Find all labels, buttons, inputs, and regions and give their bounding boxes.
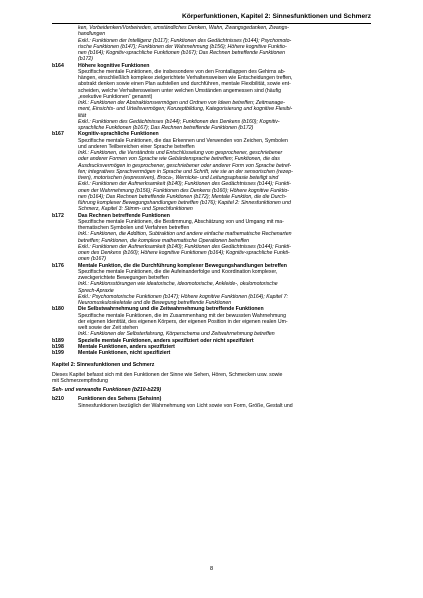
entry-note-line: Exkl.: Funktionen der Intelligenz (b117); Funktionen des Gedächtnisses (b144); Psychomoto-	[78, 37, 292, 44]
entry-note-line: sprachliche Funktionen (b167); Das Rechnen betreffende Funktionen (b172)	[78, 125, 254, 131]
classification-entry	[52, 63, 372, 132]
entry-note-line: onen der Wahrnehmung (b156); Funktionen des Denkens (b160); Höhere kognitive Funktio-	[78, 187, 289, 194]
entry-list	[52, 25, 372, 356]
entry-code: b189	[52, 337, 64, 344]
entry-description-line: hängen, einschließlich komplexe zielgerichtete Verhaltensweisen wie Entscheidungen treffen,	[78, 75, 293, 81]
entry-note-line: rische Funktionen (b147); Funktionen der Wahrnehmung (b156); Höhere kognitive Funktio-	[78, 43, 287, 50]
entry-code: b172	[52, 212, 64, 219]
entry-note-line: Exkl.: Funktionen der Aufmerksamkeit (b140); Funktionen des Gedächtnisses (b144); Funkti-	[78, 243, 291, 250]
entry-code: b176	[52, 262, 64, 269]
entry-title: Höhere kognitive Funktionen	[78, 62, 150, 69]
header-rule	[52, 23, 371, 24]
entry-note-line: ken, Vorbeidenken/Vorbeireden, umständliches Denken, Wahn, Zwangsgedanken, Zwangs-	[78, 25, 289, 31]
entry-note-line: Exkl.: Funktionen des Gedächtnisses (b144); Funktionen des Denkens (b160); Kognitiv-	[78, 118, 280, 125]
entry-description-line: Sinnesfunktionen bezüglich der Wahrnehmung von Licht sowie von Form, Größe, Gestalt und	[78, 402, 293, 409]
entry-note-line: Ausdrucksvermögen in gesprochener, geschriebener oder anderer Form von Sprache betref-	[78, 162, 292, 169]
running-header: Körperfunktionen, Kapitel 2: Sinnesfunktionen und Schmerz	[181, 13, 371, 20]
classification-entry	[52, 306, 372, 337]
entry-note-line: Sprech-Apraxie	[78, 287, 114, 294]
final-entry	[52, 396, 372, 409]
entry-title: Mentale Funktionen, nicht spezifiziert	[78, 350, 171, 356]
entry-description-line: scheiden, welche Verhaltensweisen unter welchen Umständen angemessen sind (häufig	[78, 87, 282, 94]
entry-description-line: und anderen Teilbereichen einer Sprache betreffen	[78, 143, 195, 150]
chapter-intro	[52, 372, 372, 385]
entry-description-line: Spezifische mentale Funktionen, die das Erkennen und Verwenden von Zeichen, Symbolen	[78, 137, 288, 144]
chapter-heading: Kapitel 2: Sinnesfunktionen und Schmerz	[52, 362, 155, 369]
entry-description-line: Spezifische mentale Funktionen, die insbesondere von den Frontallappen des Gehirns ab-	[78, 68, 286, 75]
entry-title: Kognitiv-sprachliche Funktionen	[78, 131, 159, 138]
entry-description-line: thematischen Symbolen und Verfahren betreffen	[78, 225, 190, 231]
entry-note-line: handlungen	[78, 31, 106, 38]
entry-note-line: Inkl.: Funktionsstörungen wie ideatorische, ideomotorische, Ankleide-, okulomotorische	[78, 281, 278, 288]
entry-description-line: zweckgerichtete Bewegungen betreffen	[78, 275, 169, 281]
entry-description-line: Spezifische mentale Funktionen, die die Aufeinanderfolge und Koordination komplexer,	[78, 268, 278, 275]
page-number: 8	[209, 566, 214, 572]
entry-note-line: lität	[78, 112, 87, 119]
entry-title: Spezielle mentale Funktionen, anders spezifiziert oder nicht spezifiziert	[78, 337, 254, 344]
classification-entry	[52, 350, 372, 356]
entry-description-line: „exekutive Funktionen“ genannt)	[78, 93, 153, 100]
entry-note-line: tiven), motorischen (expressiven), Broca-, Wernicke- und Leitungsaphasie beteiligt sind	[78, 175, 279, 181]
entry-title: Mentale Funktion, die die Durchführung komplexer Bewegungshandlungen betreffen	[78, 262, 287, 269]
entry-note-line: Inkl.: Funktionen der Selbsterfahrung, Körperschema und Zeitwahrnehmung betreffen	[78, 331, 275, 338]
page-content	[52, 25, 372, 409]
entry-note-line: Inkl.: Funktionen, die Verständnis und Entschlüsselung von gesprochener, geschriebener	[78, 150, 283, 156]
entry-note-line: Schmerz, Kapitel 3: Stimm- und Sprechfunktionen	[78, 206, 193, 213]
section-heading: Seh- und verwandte Funktionen (b210-b229)	[52, 387, 161, 393]
entry-note-line: nen (b164); Kognitiv-sprachliche Funktionen (b167); Das Rechnen betreffende Funktionen	[78, 50, 286, 56]
entry-title: Die Selbstwahrnehmung und die Zeitwahrnehmung betreffende Funktionen	[78, 306, 264, 313]
entry-description-line: abstrakt denken sowie einen Plan aufstellen und durchführen, mentale Flexibilität, sowie ent-	[78, 81, 291, 88]
entry-description-line: der eigenen Identität, des eigenen Körpers, der eigenen Position in der eigenen realen Um-	[78, 318, 288, 325]
entry-title: Das Rechnen betreffende Funktionen	[78, 212, 170, 219]
classification-entry	[52, 396, 372, 409]
classification-entry	[52, 213, 372, 263]
entry-code: b210	[52, 396, 64, 403]
chapter-intro-line: mit Schmerzempfindung	[52, 377, 108, 384]
entry-note-line: betreffen; Funktionen, die komplexe mathematische Operationen betreffen	[78, 237, 250, 244]
entry-code: b167	[52, 131, 64, 138]
entry-note-line: Exkl.: Psychomotorische Funktionen (b147); Höhere kognitive Funktionen (b164); Kapitel 7:	[78, 293, 288, 300]
entry-title: Funktionen des Sehens (Sehsinn)	[78, 396, 162, 403]
entry-note-line: Exkl.: Funktionen der Aufmerksamkeit (b140); Funktionen des Gedächtnisses (b144); Funkti-	[78, 181, 291, 188]
entry-description-line: Spezifische mentale Funktionen, die im Zusammenhang mit der bewussten Wahrnehmung	[78, 312, 286, 319]
entry-note-line: Neuromuskuloskeletale und die Bewegung betreffende Funktionen	[78, 300, 232, 306]
entry-code: b180	[52, 306, 64, 313]
entry-note-line: ment, Einsichts- und Urteilsvermögen; Konzeptbildung, Kategorisierung und kognitive Flexibi-	[78, 106, 293, 113]
entry-note-line: fen; integratives Sprachvermögen in Sprache und Schrift, wie sie an der sensorischen (rezep-	[78, 168, 293, 175]
entry-code: b198	[52, 343, 64, 350]
entry-description-line: Spezifische mentale Funktionen, die Bestimmung, Abschätzung von und Umgang mit ma-	[78, 218, 284, 225]
entry-description-line: welt sowie der Zeit stehen	[78, 325, 138, 331]
entry-code: b199	[52, 350, 64, 356]
entry-code: b164	[52, 62, 64, 69]
entry-note-line: oder anderer Formen von Sprache wie Gebärdensprache betreffen; Funktionen, die das	[78, 156, 280, 163]
classification-entry	[52, 263, 372, 307]
classification-entry	[52, 131, 372, 212]
entry-note-line: onen des Denkens (b160); Höhere kognitive Funktionen (b164); Kognitiv-sprachliche Funkti-	[78, 250, 290, 256]
entry-note-line: führung komplexer Bewegungshandlungen betreffen (b176); Kapitel 2: Sinnesfunktionen und	[78, 200, 291, 206]
entry-title: Mentale Funktionen, anders spezifiziert	[78, 343, 175, 350]
entry-note-line: nen (b164); Das Rechnen betreffende Funktionen (b172); Mentale Funktion, die die Durch-	[78, 193, 287, 200]
entry-note-line: Inkl.: Funktionen der Abstraktionsvermögen und Ordnen von Ideen betreffen; Zeitmanage-	[78, 100, 285, 106]
chapter-intro-line: Dieses Kapitel befasst sich mit den Funktionen der Sinne wie Sehen, Hören, Schmecken usw. sowie	[52, 371, 283, 378]
entry-note-line: (b172)	[78, 56, 93, 63]
entry-note-line: onen (b167)	[78, 256, 106, 263]
classification-entry	[52, 25, 372, 63]
entry-note-line: Inkl.: Funktionen, die Addition, Subtraktion und andere einfache mathematische Rechenarten	[78, 231, 292, 238]
